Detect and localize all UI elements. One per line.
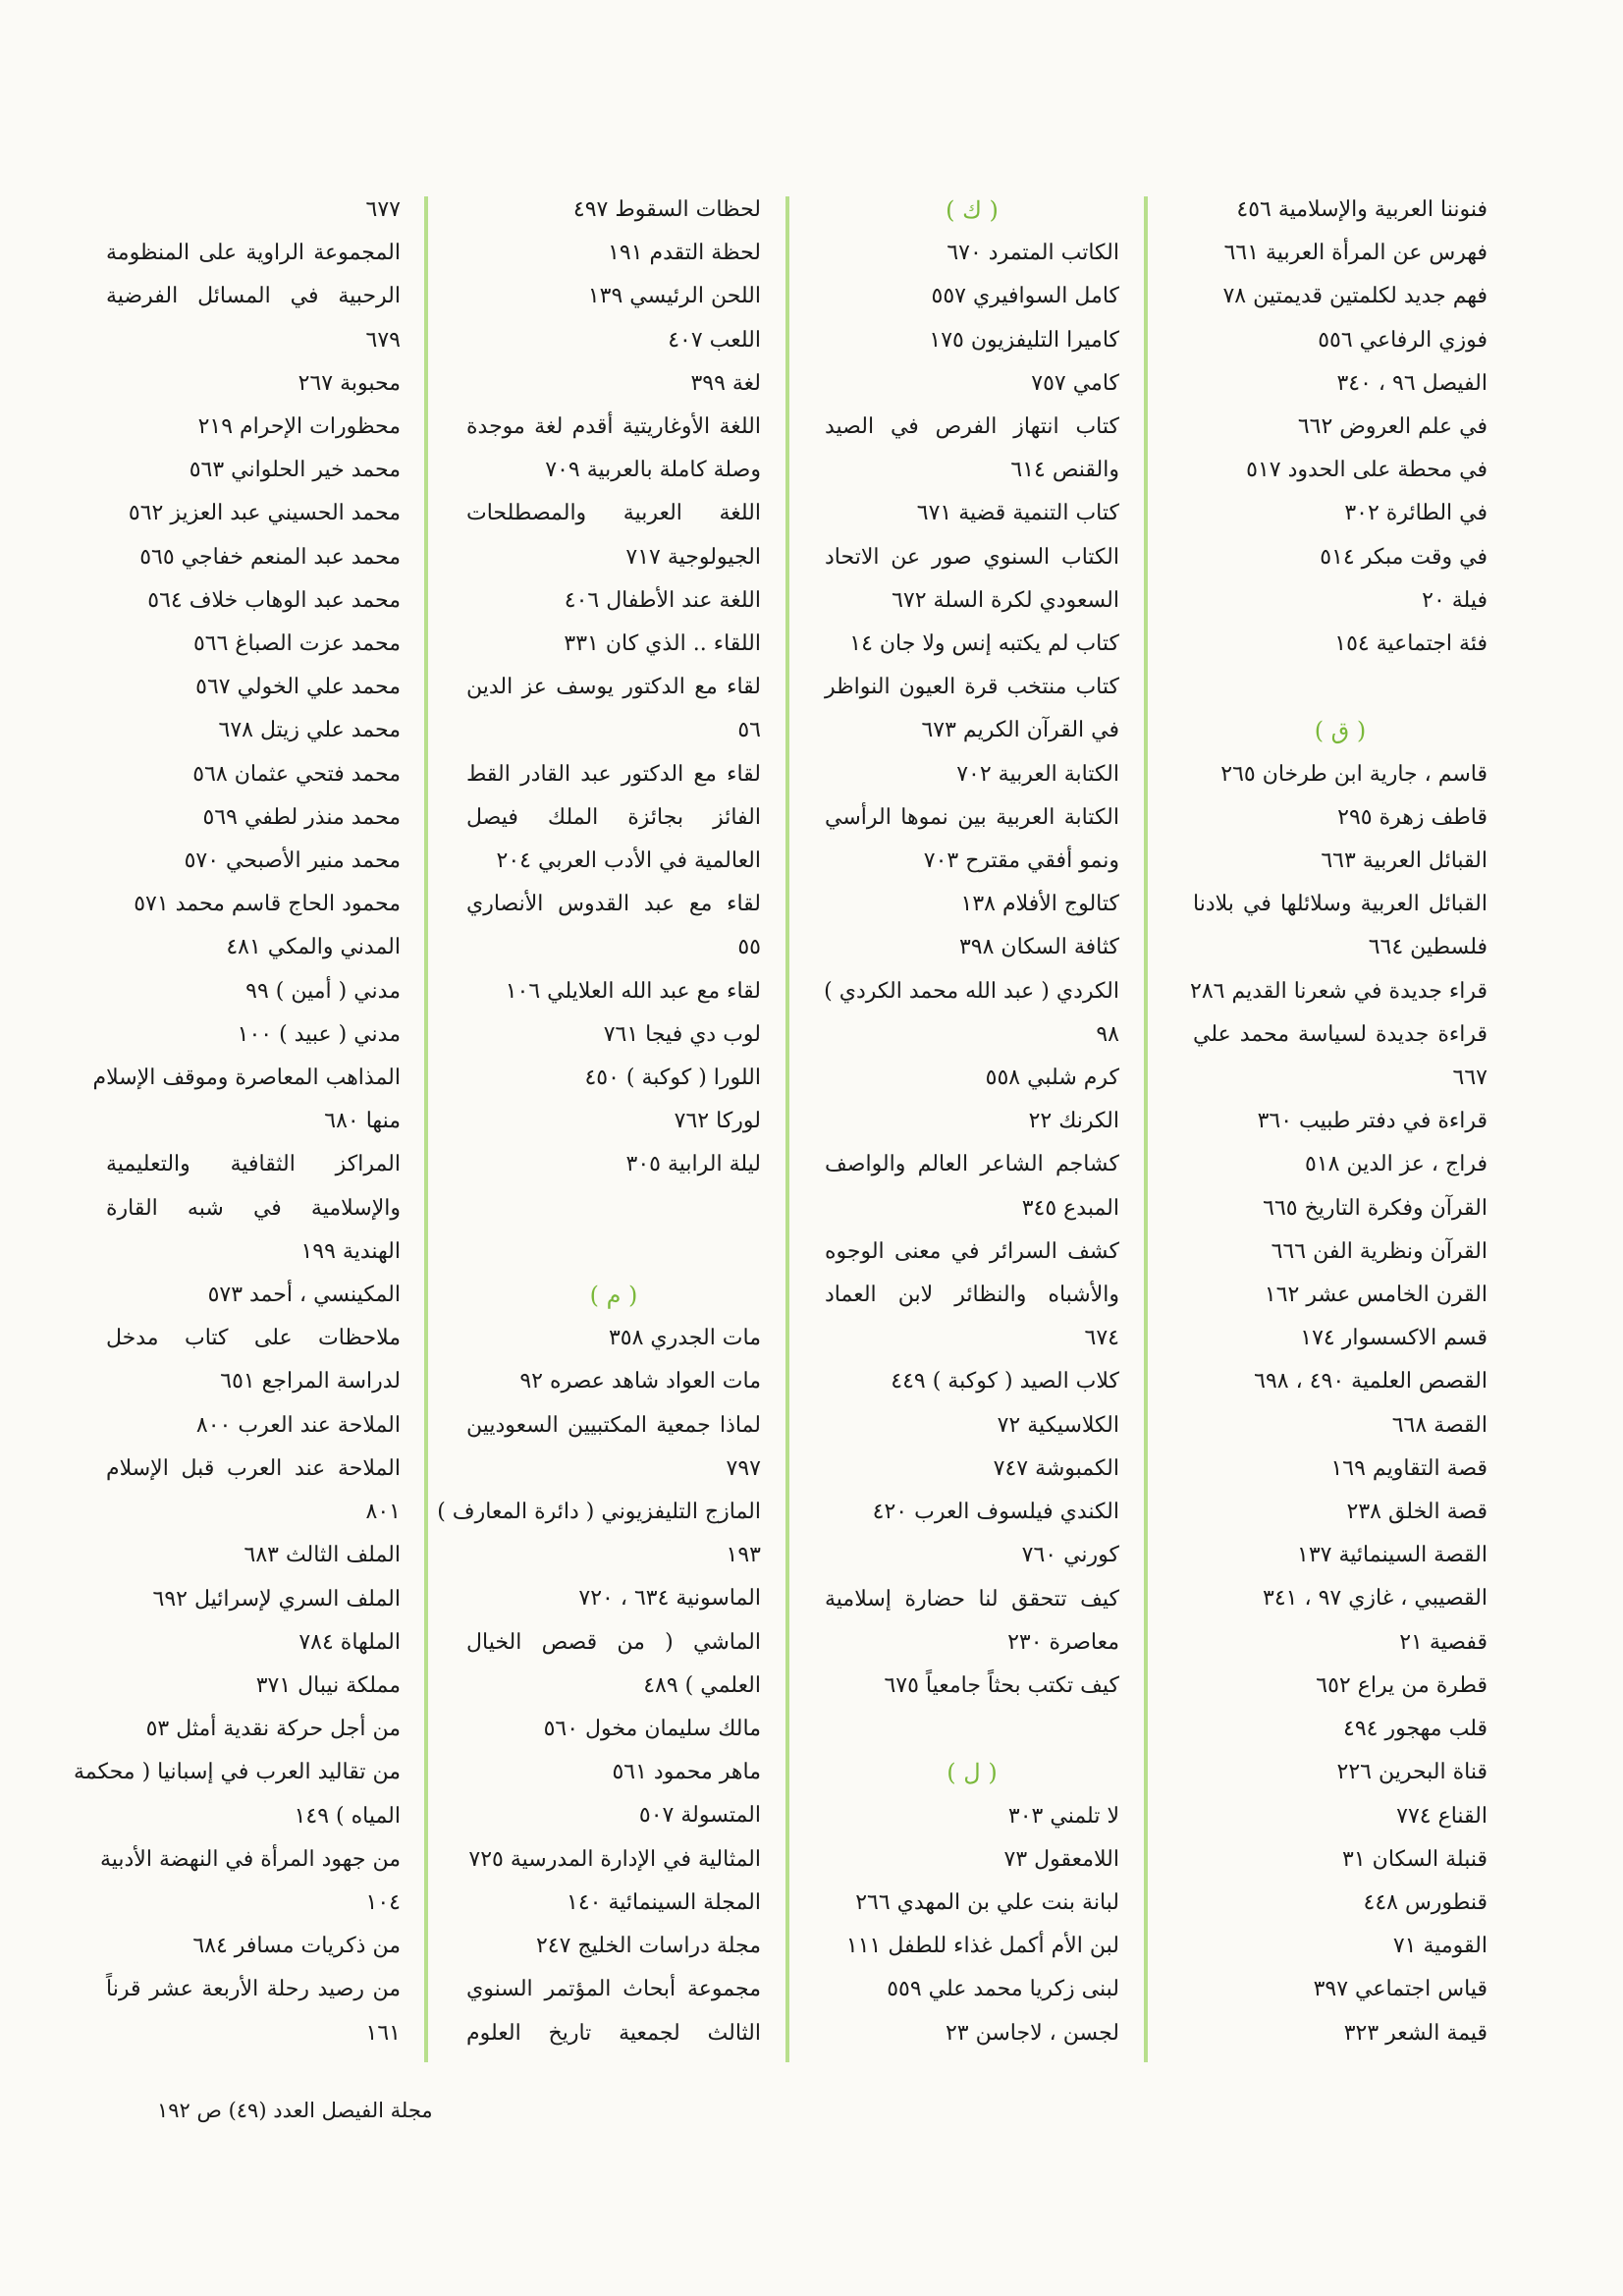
index-entry: القرآن وفكرة التاريخ ٦٦٥ xyxy=(1263,1195,1488,1221)
index-entry: محمد منذر لطفي ٥٦٩ xyxy=(202,804,401,830)
index-entry: لبن الأم أكمل غذاء للطفل ١١١ xyxy=(845,1934,1119,1959)
section-heading: ( ك ) xyxy=(946,196,999,224)
index-entry: قاطف زهرة ٢٩٥ xyxy=(1337,804,1488,830)
index-entry: العالمية في الأدب العربي ٢٠٤ xyxy=(496,848,761,874)
index-entry: قيمة الشعر ٣٢٣ xyxy=(1343,2020,1488,2046)
index-entry: العلمي ) ٤٨٩ xyxy=(643,1672,761,1698)
index-entry: في محطة على الحدود ٥١٧ xyxy=(1246,458,1488,483)
index-entry: قصة الخلق ٢٣٨ xyxy=(1346,1500,1488,1525)
index-entry: لوب دي فيجا ٧٦١ xyxy=(603,1021,761,1047)
index-entry: ٦٦٧ xyxy=(1452,1066,1488,1091)
index-entry: ٥٦ xyxy=(737,718,761,743)
index-entry: كتاب انتهاز الفرص في الصيد xyxy=(825,414,1119,440)
index-entry: اللحن الرئيسي ١٣٩ xyxy=(587,284,761,309)
index-entry: ماهر محمود ٥٦١ xyxy=(612,1760,761,1785)
index-entry: ٧٩٧ xyxy=(726,1455,761,1481)
index-entry: القصة ٦٦٨ xyxy=(1391,1412,1488,1438)
index-entry: القصيبي ، غازي ٩٧ ، ٣٤١ xyxy=(1263,1586,1488,1612)
index-entry: الرحبية في المسائل الفرضية xyxy=(106,284,401,309)
index-entry: الملف السري لإسرائيل ٦٩٢ xyxy=(152,1586,401,1612)
page-footer: مجلة الفيصل العدد (٤٩) ص ١٩٢ xyxy=(157,2099,433,2122)
index-entry: مالك سليمان مخول ٥٦٠ xyxy=(543,1717,761,1742)
index-entry: مملكة نيبال ٣٧١ xyxy=(255,1672,401,1698)
index-entry: المازج التليفزيوني ( دائرة المعارف ) xyxy=(437,1500,761,1525)
index-entry: من ذكريات مسافر ٦٨٤ xyxy=(192,1934,401,1959)
index-entry: محظورات الإحرام ٢١٩ xyxy=(197,414,401,440)
index-entry: الجيولوجية ٧١٧ xyxy=(625,544,761,570)
index-entry: القرآن ونظرية الفن ٦٦٦ xyxy=(1271,1238,1488,1264)
index-entry: ونمو أفقي مقترح ٧٠٣ xyxy=(923,848,1119,874)
index-entry: لوركا ٧٦٢ xyxy=(674,1109,761,1134)
index-entry: لقاء مع عبد الله العلايلي ١٠٦ xyxy=(505,978,761,1004)
index-entry: من جهود المرأة في النهضة الأدبية xyxy=(99,1846,401,1872)
index-entry: ٦٧٧ xyxy=(365,197,401,222)
index-entry: منها ٦٨٠ xyxy=(324,1109,401,1134)
index-entry: لدراسة المراجع ٦٥١ xyxy=(220,1369,401,1394)
index-entry: مدني ( عبيد ) ١٠٠ xyxy=(237,1021,401,1047)
index-entry: ملاحظات على كتاب مدخل xyxy=(106,1326,401,1351)
index-entry: الملاحة عند العرب قبل الإسلام xyxy=(106,1455,401,1481)
index-entry: كشاجم الشاعر العالم والواصف xyxy=(825,1152,1119,1177)
index-entry: قنبلة السكان ٣١ xyxy=(1342,1846,1488,1872)
index-column-4 xyxy=(73,189,401,2055)
index-entry: الملهاة ٧٨٤ xyxy=(298,1629,401,1655)
index-entry: مجلة دراسات الخليج ٢٤٧ xyxy=(535,1934,761,1959)
index-entry: ٨٠١ xyxy=(365,1500,401,1525)
index-entry: لا تلمني ٣٠٣ xyxy=(1007,1803,1119,1829)
section-heading: ( م ) xyxy=(589,1282,638,1310)
index-entry: القرن الخامس عشر ١٦٢ xyxy=(1264,1283,1488,1308)
index-entry: في وقت مبكر ٥١٤ xyxy=(1320,544,1488,570)
index-entry: اللقاء .. الذي كان ٣٣١ xyxy=(564,631,761,657)
index-entry: المتسولة ٥٠٧ xyxy=(638,1803,761,1829)
index-entry: قناة البحرين ٢٢٦ xyxy=(1336,1760,1488,1785)
index-entry: فلسطين ٦٦٤ xyxy=(1368,935,1488,960)
index-entry: والقنص ٦١٤ xyxy=(1010,458,1119,483)
index-entry: اللورا ( كوكبة ) ٤٥٠ xyxy=(584,1066,761,1091)
index-entry: اللامعقول ٧٣ xyxy=(1003,1846,1119,1872)
index-entry: قسم الاكسسوار ١٧٤ xyxy=(1300,1326,1488,1351)
column-divider xyxy=(424,196,428,2062)
index-entry: المدني والمكي ٤٨١ xyxy=(226,935,401,960)
index-entry: الملف الثالث ٦٨٣ xyxy=(243,1543,401,1568)
index-entry: لحظة التقدم ١٩١ xyxy=(608,241,761,266)
index-entry: كتاب لم يكتبه إنس ولا جان ١٤ xyxy=(849,631,1119,657)
index-entry: الكتابة العربية ٧٠٢ xyxy=(956,761,1119,787)
index-column-2 xyxy=(825,189,1119,2055)
index-entry: من رصيد رحلة الأربعة عشر قرناً xyxy=(106,1977,401,2002)
spacer xyxy=(1193,666,1488,709)
index-entry: الكرنك ٢٢ xyxy=(1028,1109,1119,1134)
section-heading: ( ل ) xyxy=(947,1759,998,1787)
index-entry: مجموعة أبحاث المؤتمر السنوي xyxy=(466,1977,761,2002)
index-column-1 xyxy=(1190,189,1488,2055)
index-entry: كاميرا التليفزيون ١٧٥ xyxy=(929,327,1119,353)
index-entry: ١٦١ xyxy=(365,2020,401,2046)
index-entry: قنطورس ٤٤٨ xyxy=(1363,1889,1488,1915)
index-entry: وصلة كاملة بالعربية ٧٠٩ xyxy=(545,458,761,483)
index-entry: في الطائرة ٣٠٢ xyxy=(1344,501,1488,526)
index-entry: لقاء مع الدكتور يوسف عز الدين xyxy=(466,675,761,700)
index-entry: مات الجدري ٣٥٨ xyxy=(608,1326,761,1351)
index-entry: محمد عبد الوهاب خلاف ٥٦٤ xyxy=(147,587,401,613)
index-entry: قفصية ٢١ xyxy=(1399,1629,1488,1655)
index-entry: المياه ) ١٤٩ xyxy=(294,1803,401,1829)
index-entry: قلب مهجور ٤٩٤ xyxy=(1343,1717,1488,1742)
index-entry: الكتابة العربية بين نموها الرأسي xyxy=(825,804,1119,830)
index-entry: القصة السينمائية ١٣٧ xyxy=(1297,1543,1488,1568)
index-entry: القصص العلمية ٤٩٠ ، ٦٩٨ xyxy=(1254,1369,1488,1394)
index-entry: كورني ٧٦٠ xyxy=(1021,1543,1119,1568)
index-entry: كتاب منتخب قرة العيون النواظر xyxy=(825,675,1119,700)
index-entry: الكتاب السنوي صور عن الاتحاد xyxy=(825,544,1119,570)
spacer xyxy=(466,1230,761,1274)
index-entry: الكاتب المتمرد ٦٧٠ xyxy=(947,241,1119,266)
section-heading: ( ق ) xyxy=(1314,717,1367,745)
index-entry: القناع ٧٧٤ xyxy=(1396,1803,1488,1829)
index-entry: الكلاسيكية ٧٢ xyxy=(997,1412,1119,1438)
index-entry: الماسونية ٦٣٤ ، ٧٢٠ xyxy=(578,1586,761,1612)
index-entry: الثالث لجمعية تاريخ العلوم xyxy=(466,2020,761,2046)
column-divider xyxy=(1144,196,1148,2062)
spacer xyxy=(466,1187,761,1230)
index-entry: كثافة السكان ٣٩٨ xyxy=(958,935,1119,960)
index-entry: معاصرة ٢٣٠ xyxy=(1007,1629,1119,1655)
index-entry: لبنى زكريا محمد علي ٥٥٩ xyxy=(887,1977,1119,2002)
index-entry: المراكز الثقافية والتعليمية xyxy=(106,1152,401,1177)
index-entry: المذاهب المعاصرة وموقف الإسلام xyxy=(92,1066,401,1091)
index-entry: محمد منير الأصبحي ٥٧٠ xyxy=(184,848,401,874)
index-entry: مدني ( أمين ) ٩٩ xyxy=(245,978,401,1004)
index-entry: محمد علي زيتل ٦٧٨ xyxy=(218,718,401,743)
index-entry: القبائل العربية ٦٦٣ xyxy=(1321,848,1488,874)
index-entry: لقاء مع عبد القدوس الأنصاري xyxy=(466,892,761,917)
index-entry: محمد عبد المنعم خفاجي ٥٦٥ xyxy=(139,544,401,570)
index-entry: الهندية ١٩٩ xyxy=(300,1238,401,1264)
index-entry: لماذا جمعية المكتبيين السعوديين xyxy=(466,1412,761,1438)
index-entry: لحظات السقوط ٤٩٧ xyxy=(572,197,761,222)
index-entry: مات العواد شاهد عصره ٩٢ xyxy=(519,1369,761,1394)
index-entry: ليلة الرابية ٣٠٥ xyxy=(625,1152,761,1177)
index-entry: لغة ٣٩٩ xyxy=(690,370,761,396)
index-entry: كلاب الصيد ( كوكبة ) ٤٤٩ xyxy=(891,1369,1119,1394)
index-entry: اللغة عند الأطفال ٤٠٦ xyxy=(564,587,761,613)
index-entry: في علم العروض ٦٦٢ xyxy=(1297,414,1488,440)
index-entry: قراءة في دفتر طبيب ٣٦٠ xyxy=(1257,1109,1488,1134)
index-entry: ٥٥ xyxy=(737,935,761,960)
index-entry: المثالية في الإدارة المدرسية ٧٢٥ xyxy=(468,1846,761,1872)
index-entry: في القرآن الكريم ٦٧٣ xyxy=(921,718,1119,743)
index-entry: لبانة بنت علي بن المهدي ٢٦٦ xyxy=(855,1889,1119,1915)
index-entry: ٦٧٤ xyxy=(1084,1326,1119,1351)
index-entry: لقاء مع الدكتور عبد القادر القط xyxy=(466,761,761,787)
index-entry: لجسن ، لاجاسن ٢٣ xyxy=(945,2020,1119,2046)
index-entry: ٦٧٩ xyxy=(365,327,401,353)
spacer xyxy=(825,1708,1119,1751)
index-entry: والإسلامية في شبه القارة xyxy=(106,1195,401,1221)
index-entry: كرم شلبي ٥٥٨ xyxy=(985,1066,1119,1091)
index-entry: المجلة السينمائية ١٤٠ xyxy=(567,1889,761,1915)
index-entry: قراءة جديدة لسياسة محمد علي xyxy=(1193,1021,1488,1047)
index-entry: الكمبوشة ٧٤٧ xyxy=(993,1455,1119,1481)
index-entry: محمد خير الحلواني ٥٦٣ xyxy=(189,458,401,483)
index-entry: الفيصل ٩٦ ، ٣٤٠ xyxy=(1336,370,1488,396)
index-entry: كامل السوافيري ٥٥٧ xyxy=(931,284,1119,309)
index-entry: كتالوج الأفلام ١٣٨ xyxy=(960,892,1119,917)
index-entry: ٩٨ xyxy=(1096,1021,1119,1047)
index-entry: فوزي الرفاعي ٥٥٦ xyxy=(1318,327,1488,353)
index-entry: ١٩٣ xyxy=(726,1543,761,1568)
index-entry: السعودي لكرة السلة ٦٧٢ xyxy=(892,587,1119,613)
index-entry: قاسم ، جارية ابن طرخان ٢٦٥ xyxy=(1220,761,1488,787)
index-entry: الماشي ( من قصص الخيال xyxy=(466,1629,761,1655)
index-entry: محمود الحاج قاسم محمد ٥٧١ xyxy=(134,892,401,917)
index-entry: اللغة العربية والمصطلحات xyxy=(466,501,761,526)
index-entry: والأشباه والنظائر لابن العماد xyxy=(825,1283,1119,1308)
index-entry: من تقاليد العرب في إسبانيا ( محكمة xyxy=(73,1760,401,1785)
index-entry: المكينسي ، أحمد ٥٧٣ xyxy=(207,1283,401,1308)
index-entry: الفائز بجائزة الملك فيصل xyxy=(466,804,761,830)
index-entry: كشف السرائر في معنى الوجوه xyxy=(825,1238,1119,1264)
index-entry: الكردي ( عبد الله محمد الكردي ) xyxy=(824,978,1119,1004)
index-entry: قصة التقاويم ١٦٩ xyxy=(1330,1455,1488,1481)
index-entry: كيف تكتب بحثاً جامعياً ٦٧٥ xyxy=(884,1672,1119,1698)
index-entry: كيف تتحقق لنا حضارة إسلامية xyxy=(825,1586,1119,1612)
index-entry: محمد علي الخولي ٥٦٧ xyxy=(195,675,401,700)
index-entry: محمد الحسيني عبد العزيز ٥٦٢ xyxy=(128,501,401,526)
index-entry: كتاب التنمية قضية ٦٧١ xyxy=(916,501,1119,526)
index-entry: القبائل العربية وسلائلها في بلادنا xyxy=(1193,892,1488,917)
index-entry: من أجل حركة نقدية أمثل ٥٣ xyxy=(145,1717,401,1742)
index-column-3 xyxy=(437,189,761,2055)
index-entry: قراء جديدة في شعرنا القديم ٢٨٦ xyxy=(1190,978,1488,1004)
index-entry: ١٠٤ xyxy=(365,1889,401,1915)
index-entry: الكندي فيلسوف العرب ٤٢٠ xyxy=(872,1500,1119,1525)
index-entry: فهم جديد لكلمتين قديمتين ٧٨ xyxy=(1222,284,1488,309)
index-entry: كامي ٧٥٧ xyxy=(1031,370,1119,396)
index-entry: فنوننا العربية والإسلامية ٤٥٦ xyxy=(1236,197,1488,222)
index-entry: القومية ٧١ xyxy=(1392,1934,1488,1959)
index-entry: فئة اجتماعية ١٥٤ xyxy=(1334,631,1488,657)
index-entry: قطرة من يراع ٦٥٢ xyxy=(1316,1672,1488,1698)
index-entry: محمد فتحي عثمان ٥٦٨ xyxy=(192,761,401,787)
index-entry: الملاحة عند العرب ٨٠٠ xyxy=(195,1412,401,1438)
index-entry: اللعب ٤٠٧ xyxy=(668,327,761,353)
index-entry: المجموعة الراوية على المنظومة xyxy=(106,241,401,266)
index-entry: فهرس عن المرأة العربية ٦٦١ xyxy=(1223,241,1488,266)
index-entry: فيلة ٢٠ xyxy=(1422,587,1488,613)
index-entry: اللغة الأوغاريتية أقدم لغة موجدة xyxy=(466,414,761,440)
index-entry: قياس اجتماعي ٣٩٧ xyxy=(1313,1977,1488,2002)
index-entry: محبوبة ٢٦٧ xyxy=(298,370,401,396)
index-entry: فراج ، عز الدين ٥١٨ xyxy=(1305,1152,1488,1177)
index-entry: محمد عزت الصباغ ٥٦٦ xyxy=(192,631,401,657)
column-divider xyxy=(785,196,789,2062)
index-entry: المبدع ٣٤٥ xyxy=(1021,1195,1119,1221)
